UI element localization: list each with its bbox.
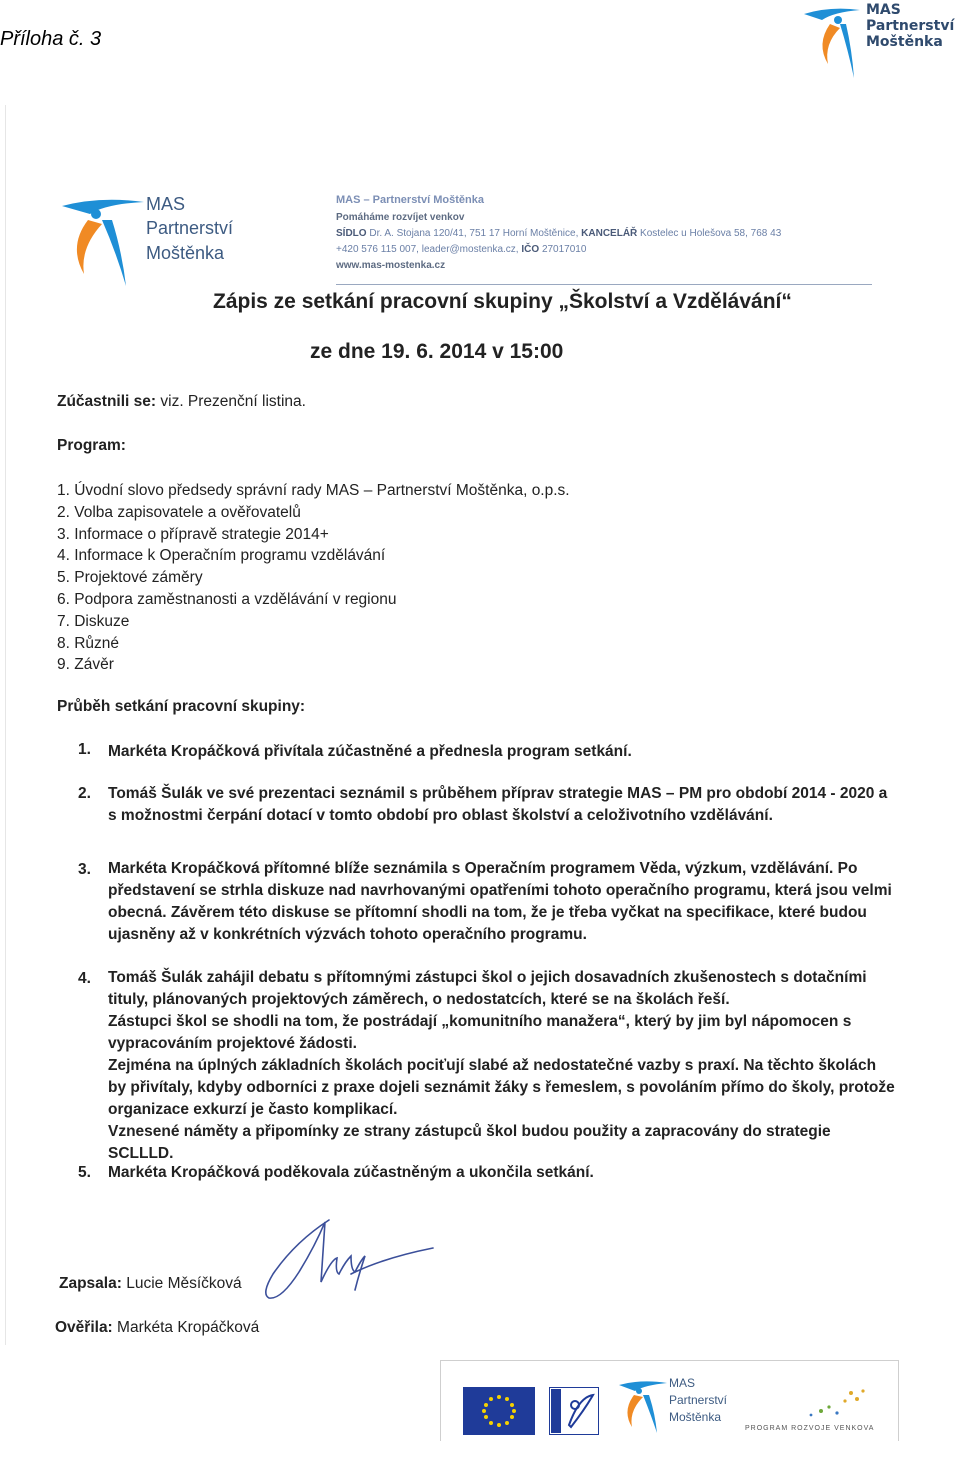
- mas-logo-top-text: MAS Partnerství Moštěnka: [866, 2, 955, 51]
- item-text: Markéta Kropáčková poděkovala zúčastněným a ukončila setkání.: [108, 1164, 594, 1181]
- mas-logo-mark-icon: [60, 190, 146, 290]
- org-web: www.mas-mostenka.cz: [336, 259, 446, 271]
- mas-logo-letterhead: [60, 190, 260, 290]
- program-item: 2. Volba zapisovatele a ověřovatelů: [57, 503, 301, 521]
- item-number: 2.: [78, 785, 91, 802]
- item-number: 5.: [78, 1164, 91, 1181]
- mas-logo-footer-text: MAS Partnerství Moštěnka: [669, 1376, 728, 1424]
- document-title: Zápis ze setkání pracovní skupiny „Školství a Vzdělávání“: [213, 290, 792, 313]
- scan-page-edge: [5, 105, 6, 1345]
- item-number: 3.: [78, 861, 91, 878]
- org-address: SÍDLO Dr. A. Stojana 120/41, 751 17 Horní Moštěnice, KANCELÁŘ Kostelec u Holešova 58, 768 43: [336, 227, 782, 239]
- program-item: 8. Různé: [57, 634, 120, 652]
- program-item: 9. Závěr: [57, 656, 114, 674]
- handwritten-signature: [255, 1212, 440, 1307]
- verified-by-line: Ověřila: Markéta Kropáčková: [55, 1319, 260, 1336]
- mas-logo-mark-icon: [617, 1375, 669, 1435]
- org-tagline: Pomáháme rozvíjet venkov: [336, 211, 465, 223]
- program-item: 3. Informace o přípravě strategie 2014+: [57, 525, 329, 543]
- program-item: 4. Informace k Operačním programu vzdělávání: [57, 547, 386, 565]
- program-heading: Program:: [57, 437, 126, 454]
- org-contact: +420 576 115 007, leader@mostenka.cz, IČO 27017010: [336, 243, 587, 255]
- eu-flag-icon: [463, 1387, 535, 1435]
- rural-program-logo-icon: [781, 1383, 881, 1423]
- item-number: 4.: [78, 970, 91, 987]
- item-text: Tomáš Šulák zahájil debatu s přítomnými zástupci škol o jejich dosavadních zkušenostech s dotačními tituly, plánovaných projektových záměrech, o nedostatcích, které se na školách řeší. Zástupci škol se shodli na tom, že postrádají „komunitního manažera“, který by jim byl nápomocen s vypracováním projektové žádosti. Zejména na úplných základních školách pociťují slabé až nedostatečné vazby s praxí. Na těchto školách by přivítaly, kdyby odborníci z praxe dojeli seznámit žáky s řemeslem, s povoláním přímo do školy, protože organizace exkurzí je často komplikací. Vznesené náměty a připomínky ze strany zástupců škol budou použity a zapracovány do strategie SCLLLD.: [108, 969, 895, 1162]
- funding-logos-bar: [440, 1360, 899, 1441]
- program-list: [57, 480, 570, 676]
- letterhead-divider: [336, 284, 872, 285]
- item-text: Tomáš Šulák ve své prezentaci seznámil s průběhem příprav strategie MAS – PM pro období 2014 - 2020 a s možnostmi čerpání dotací v tomto období pro oblast školství a celoživotního vzdělávání.: [108, 785, 888, 824]
- annex-label: Příloha č. 3: [0, 28, 102, 50]
- item-number: 1.: [78, 741, 91, 758]
- item-text: Markéta Kropáčková přítomné blíže seznámila s Operačním programem Věda, výzkum, vzdělávání. Po představení se strhla diskuze nad navrhovanými opatřeními tohoto operačního programu, která jsou velmi obecná. Závěrem této diskuse se přítomní shodli na tom, že je třeba vyčkat na specifikace, které budou ujasněny až v konkrétních výzvách tohoto operačního programu.: [108, 860, 892, 943]
- leader-logo-icon: [549, 1387, 599, 1435]
- document-date: ze dne 19. 6. 2014 v 15:00: [310, 340, 564, 363]
- mas-logo-letterhead-text: MAS Partnerství Moštěnka: [146, 194, 234, 263]
- attendees-line: Zúčastnili se: viz. Prezenční listina.: [57, 393, 306, 410]
- mas-logo-top: [800, 0, 960, 80]
- organization-info: [336, 192, 781, 274]
- program-item: 7. Diskuze: [57, 612, 130, 630]
- program-item: 6. Podpora zaměstnanosti a vzdělávání v regionu: [57, 590, 397, 608]
- progress-heading: Průběh setkání pracovní skupiny:: [57, 698, 306, 715]
- program-item: 1. Úvodní slovo předsedy správní rady MAS – Partnerství Moštěnka, o.p.s.: [57, 482, 570, 499]
- mas-logo-mark-icon: [800, 0, 866, 80]
- recorded-by-line: Zapsala: Lucie Měsíčková: [59, 1275, 242, 1292]
- org-name: MAS – Partnerství Moštěnka: [336, 194, 484, 206]
- program-item: 5. Projektové záměry: [57, 569, 203, 587]
- rural-program-label: PROGRAM ROZVOJE VENKOVA: [745, 1425, 875, 1432]
- item-text: Markéta Kropáčková přivítala zúčastněné a přednesla program setkání.: [108, 743, 632, 760]
